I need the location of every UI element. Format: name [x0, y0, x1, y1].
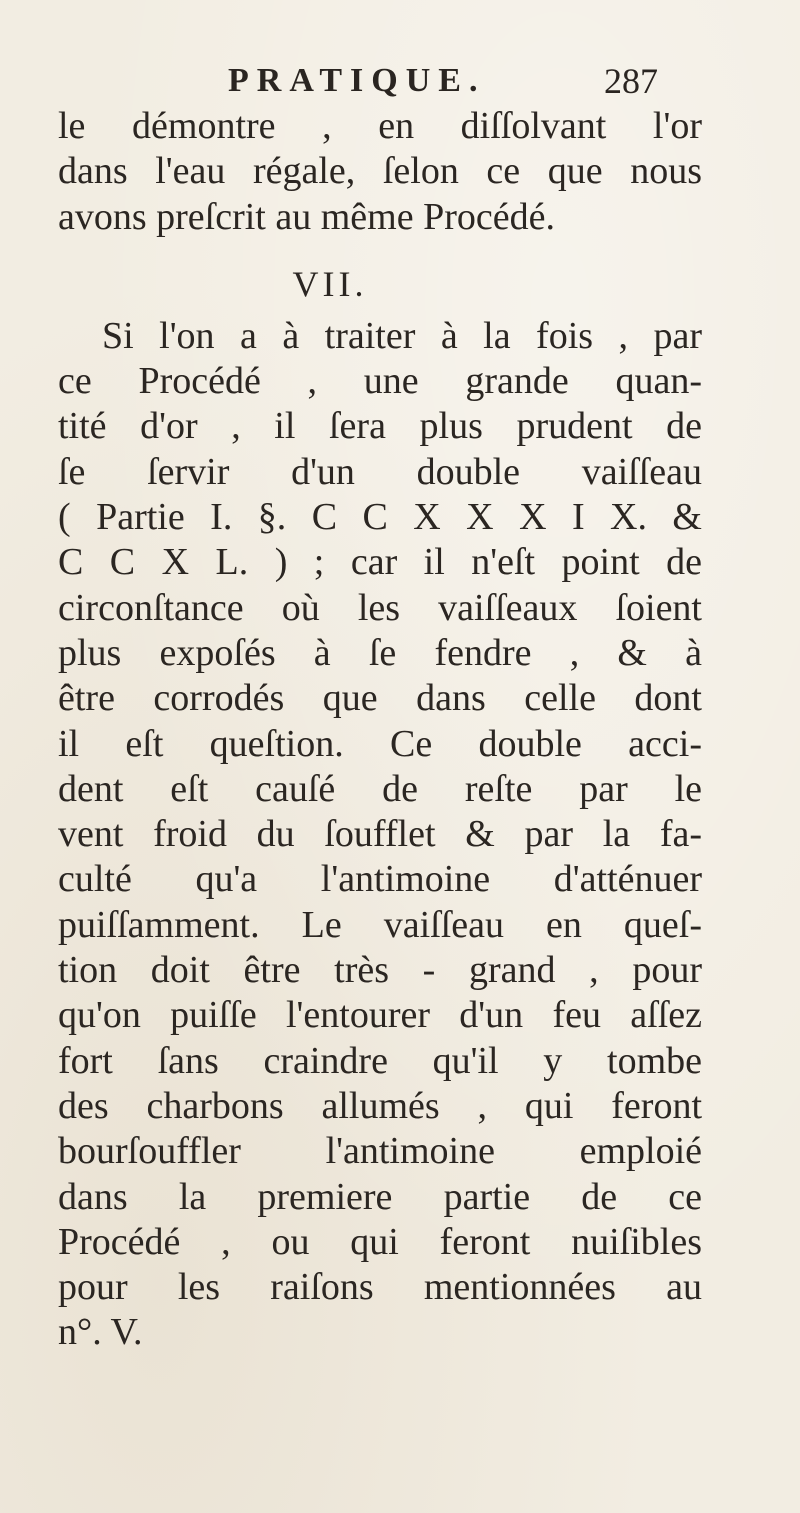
body-text: [58, 104, 708, 1356]
paragraph-1: [58, 104, 708, 240]
text-line: ce Procédé , une grande quan-: [58, 360, 702, 403]
text-line: pour les raiſons mentionnées au: [58, 1266, 702, 1309]
text-line: il eſt queſtion. Ce double acci-: [58, 722, 702, 765]
text-line: culté qu'a l'antimoine d'atténuer: [58, 858, 702, 901]
paragraph-2: [58, 314, 708, 1356]
text-line: C C X L. ) ; car il n'eſt point de: [58, 541, 702, 584]
section-heading: VII.: [292, 263, 368, 304]
text-line: avons preſcrit au même Procédé.: [58, 195, 555, 238]
text-line: Si l'on a à traiter à la fois , par: [102, 314, 702, 357]
text-line: circonſtance où les vaiſſeaux ſoient: [58, 586, 702, 629]
text-line: n°. V.: [58, 1311, 143, 1354]
text-line: vent froid du ſoufflet & par la fa-: [58, 813, 702, 856]
text-line: dans l'eau régale, ſelon ce que nous: [58, 150, 702, 193]
text-line: ſe ſervir d'un double vaiſſeau: [58, 450, 702, 493]
text-line: ( Partie I. §. C C X X X I X. &: [58, 496, 702, 539]
text-line: qu'on puiſſe l'entourer d'un feu aſſez: [58, 994, 702, 1037]
text-line: dent eſt cauſé de reſte par le: [58, 767, 702, 810]
text-line: être corrodés que dans celle dont: [58, 677, 702, 720]
page-number: 287: [604, 61, 658, 101]
text-line: dans la premiere partie de ce: [58, 1175, 702, 1218]
text-line: Procédé , ou qui feront nuiſibles: [58, 1220, 702, 1263]
running-title: PRATIQUE.: [228, 62, 486, 99]
text-line: tité d'or , il ſera plus prudent de: [58, 405, 702, 448]
text-line: bourſouffler l'antimoine emploié: [58, 1130, 702, 1173]
text-line: le démontre , en diſſolvant l'or: [58, 105, 702, 147]
text-line: plus expoſés à ſe fendre , & à: [58, 631, 702, 674]
text-line: des charbons allumés , qui feront: [58, 1084, 702, 1127]
text-line: puiſſamment. Le vaiſſeau en queſ-: [58, 903, 702, 946]
text-line: fort ſans craindre qu'il y tombe: [58, 1039, 702, 1082]
text-line: tion doit être très - grand , pour: [58, 949, 702, 992]
page-header: [0, 46, 800, 106]
